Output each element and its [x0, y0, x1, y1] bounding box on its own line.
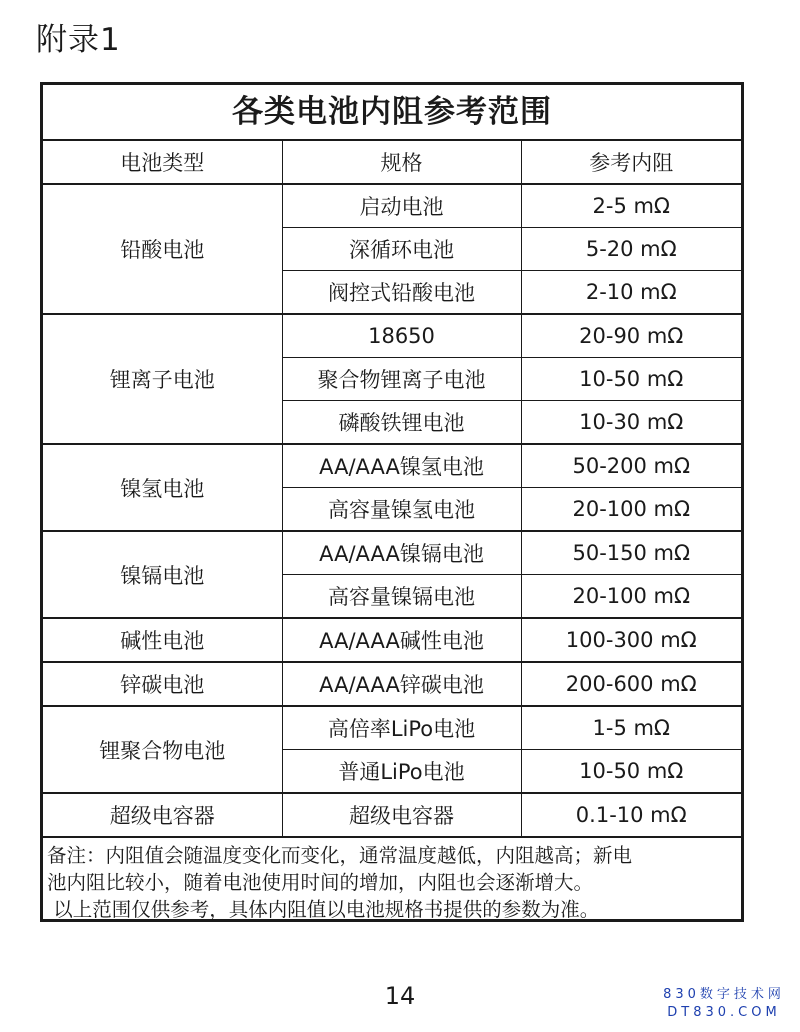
note-line: 备注：内阻值会随温度变化而变化，通常温度越低，内阻越高；新电	[47, 844, 633, 867]
spec-cell: 深循环电池	[282, 228, 521, 271]
spec-cell: 阀控式铅酸电池	[282, 271, 521, 315]
spec-cell: AA/AAA碱性电池	[282, 618, 521, 662]
table-row	[43, 793, 741, 837]
site-watermark	[650, 986, 798, 1022]
spec-cell: 聚合物锂离子电池	[282, 358, 521, 401]
resistance-cell: 1-5 mΩ	[521, 706, 741, 750]
spec-cell: AA/AAA镍镉电池	[282, 531, 521, 575]
resistance-cell: 50-150 mΩ	[521, 531, 741, 575]
table-title: 各类电池内阻参考范围	[43, 85, 741, 141]
resistance-cell: 5-20 mΩ	[521, 228, 741, 271]
table-row	[43, 184, 741, 228]
header-resistance: 参考内阻	[521, 141, 741, 184]
spec-cell: AA/AAA镍氢电池	[282, 444, 521, 488]
spec-cell: 高倍率LiPo电池	[282, 706, 521, 750]
resistance-cell: 0.1-10 mΩ	[521, 793, 741, 837]
battery-type-cell: 镍氢电池	[43, 444, 282, 531]
resistance-cell: 20-100 mΩ	[521, 488, 741, 532]
resistance-table-frame	[40, 82, 744, 922]
page-number: 14	[384, 982, 416, 1010]
note-text	[43, 838, 741, 923]
spec-cell: 启动电池	[282, 184, 521, 228]
spec-cell: AA/AAA锌碳电池	[282, 662, 521, 706]
resistance-cell: 100-300 mΩ	[521, 618, 741, 662]
battery-type-cell: 锂离子电池	[43, 314, 282, 444]
spec-cell: 磷酸铁锂电池	[282, 401, 521, 445]
spec-cell: 高容量镍氢电池	[282, 488, 521, 532]
battery-type-cell: 镍镉电池	[43, 531, 282, 618]
battery-type-cell: 锂聚合物电池	[43, 706, 282, 793]
battery-type-cell: 碱性电池	[43, 618, 282, 662]
table-row	[43, 444, 741, 488]
resistance-cell: 200-600 mΩ	[521, 662, 741, 706]
header-spec: 规格	[282, 141, 521, 184]
resistance-table	[43, 141, 741, 838]
spec-cell: 18650	[282, 314, 521, 358]
battery-type-cell: 锌碳电池	[43, 662, 282, 706]
table-row	[43, 314, 741, 358]
resistance-cell: 20-90 mΩ	[521, 314, 741, 358]
resistance-cell: 2-5 mΩ	[521, 184, 741, 228]
battery-type-cell: 超级电容器	[43, 793, 282, 837]
note-line: 以上范围仅供参考，具体内阻值以电池规格书提供的参数为准。	[47, 898, 600, 921]
resistance-cell: 10-30 mΩ	[521, 401, 741, 445]
resistance-cell: 10-50 mΩ	[521, 358, 741, 401]
spec-cell: 普通LiPo电池	[282, 750, 521, 794]
resistance-cell: 20-100 mΩ	[521, 575, 741, 619]
appendix-label: 附录1	[36, 22, 121, 58]
table-row	[43, 662, 741, 706]
table-header-row	[43, 141, 741, 184]
spec-cell: 超级电容器	[282, 793, 521, 837]
table-row	[43, 618, 741, 662]
watermark-line: 830数字技术网	[663, 987, 785, 1002]
note-line: 池内阻比较小，随着电池使用时间的增加，内阻也会逐渐增大。	[47, 871, 594, 894]
table-body	[43, 184, 741, 837]
battery-type-cell: 铅酸电池	[43, 184, 282, 314]
resistance-cell: 10-50 mΩ	[521, 750, 741, 794]
watermark-line: DT830.COM	[667, 1005, 781, 1020]
spec-cell: 高容量镍镉电池	[282, 575, 521, 619]
header-battery-type: 电池类型	[43, 141, 282, 184]
table-row	[43, 706, 741, 750]
table-row	[43, 531, 741, 575]
resistance-cell: 50-200 mΩ	[521, 444, 741, 488]
resistance-cell: 2-10 mΩ	[521, 271, 741, 315]
